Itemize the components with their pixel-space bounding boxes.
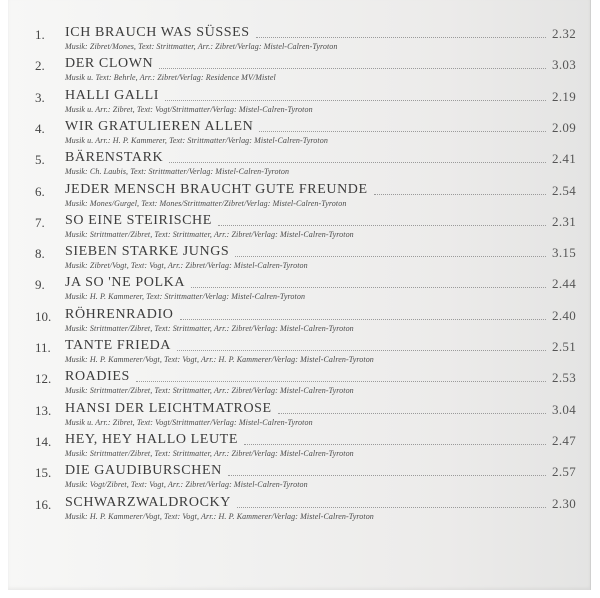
- track-duration: 2.47: [552, 432, 576, 448]
- track-number: 8.: [35, 246, 45, 262]
- track-duration: 2.40: [552, 307, 576, 323]
- track-title: ROADIES: [65, 369, 130, 385]
- leader-dots: [228, 475, 546, 476]
- leader-dots: [278, 413, 546, 414]
- track-row: [8, 119, 590, 150]
- track-title: ICH BRAUCH WAS SÜSSES: [65, 25, 250, 40]
- track-number: 14.: [35, 433, 52, 449]
- track-number: 3.: [35, 89, 45, 105]
- track-credit: Musik: Strittmatter/Zibret, Text: Strittmatter, Arr.: Zibret/Verlag: Mistel-Calren-Tyroton: [65, 323, 354, 333]
- track-number: 4.: [35, 120, 45, 136]
- leader-dots: [218, 225, 546, 226]
- track-number: 12.: [35, 371, 52, 387]
- leader-dots: [244, 444, 546, 445]
- track-title: HEY, HEY HALLO LEUTE: [65, 431, 238, 447]
- tracklist-sheet: [8, 0, 591, 590]
- track-credit: Musik: Zibret/Vogt, Text: Vogt, Arr.: Zibret/Verlag: Mistel-Calren-Tyroton: [65, 261, 308, 271]
- track-row: [8, 182, 590, 213]
- leader-dots: [177, 350, 546, 351]
- track-duration: 2.19: [552, 88, 576, 104]
- track-number: 13.: [35, 402, 52, 418]
- track-row: [8, 401, 590, 432]
- track-row: [8, 25, 590, 56]
- track-title: SIEBEN STARKE JUNGS: [65, 244, 230, 260]
- track-duration: 2.51: [552, 339, 576, 354]
- track-number: 11.: [35, 340, 51, 355]
- leader-dots: [136, 381, 546, 382]
- track-title: HANSI DER LEICHTMATROSE: [65, 400, 272, 416]
- track-duration: 2.31: [552, 213, 576, 229]
- track-credit: Musik: Vogt/Zibret, Text: Vogt, Arr.: Zibret/Verlag: Mistel-Calren-Tyroton: [65, 480, 308, 490]
- track-duration: 3.04: [552, 401, 576, 417]
- leader-dots: [165, 100, 546, 101]
- track-row: [8, 463, 590, 494]
- track-duration: 2.32: [552, 26, 576, 41]
- track-duration: 3.03: [552, 57, 576, 73]
- track-row: [8, 275, 590, 306]
- track-credit: Musik: Mones/Gurgel, Text: Mones/Strittmatter/Zibret/Verlag: Mistel-Calren-Tyroton: [65, 198, 347, 208]
- track-number: 7.: [35, 214, 45, 230]
- track-title: SCHWARZWALDROCKY: [65, 494, 231, 510]
- track-credit: Musik: H. P. Kammerer/Vogt, Text: Vogt, Arr.: H. P. Kammerer/Verlag: Mistel-Calren-Tyroton: [65, 355, 374, 364]
- track-duration: 2.54: [552, 182, 576, 198]
- track-row: [8, 307, 590, 338]
- track-title: RÖHRENRADIO: [65, 306, 174, 322]
- leader-dots: [159, 68, 546, 69]
- leader-dots: [374, 194, 546, 195]
- leader-dots: [235, 256, 546, 257]
- track-credit: Musik: Strittmatter/Zibret, Text: Strittmatter, Arr.: Zibret/Verlag: Mistel-Calren-Tyroton: [65, 448, 354, 458]
- track-credit: Musik u. Arr.: Zibret, Text: Vogt/Strittmatter/Verlag: Mistel-Calren-Tyroton: [65, 104, 313, 114]
- track-title: WIR GRATULIEREN ALLEN: [65, 118, 254, 134]
- track-number: 9.: [35, 277, 45, 293]
- track-row: [8, 432, 590, 463]
- track-row: [8, 150, 590, 181]
- track-credit: Musik u. Arr.: Zibret, Text: Vogt/Strittmatter/Verlag: Mistel-Calren-Tyroton: [65, 417, 313, 427]
- track-duration: 2.09: [552, 119, 576, 135]
- track-row: [8, 213, 590, 244]
- track-row: [8, 495, 590, 526]
- track-credit: Musik: Ch. Laubis, Text: Strittmatter/Verlag: Mistel-Calren-Tyroton: [65, 167, 290, 177]
- leader-dots: [259, 131, 546, 132]
- track-duration: 2.44: [552, 276, 576, 292]
- track-row: [8, 369, 590, 400]
- track-row: [8, 56, 590, 87]
- track-number: 6.: [35, 183, 45, 199]
- leader-dots: [237, 507, 546, 508]
- leader-dots: [169, 162, 546, 163]
- track-credit: Musik: Strittmatter/Zibret, Text: Strittmatter, Arr.: Zibret/Verlag: Mistel-Calren-Tyroton: [65, 386, 354, 396]
- track-credit: Musik u. Arr.: H. P. Kammerer, Text: Strittmatter/Verlag: Mistel-Calren-Tyroton: [65, 135, 328, 145]
- track-duration: 2.30: [552, 495, 576, 511]
- track-number: 2.: [35, 58, 45, 74]
- track-duration: 2.53: [552, 370, 576, 386]
- track-credit: Musik: Strittmatter/Zibret, Text: Strittmatter, Arr.: Zibret/Verlag: Mistel-Calren-Tyroton: [65, 229, 354, 239]
- track-number: 15.: [35, 465, 52, 481]
- track-row: [8, 88, 590, 119]
- track-row: [8, 338, 590, 369]
- track-title: TANTE FRIEDA: [65, 338, 172, 353]
- leader-dots: [180, 319, 546, 320]
- track-title: DIE GAUDIBURSCHEN: [65, 463, 222, 479]
- track-row: [8, 244, 590, 275]
- track-credit: Musik: H. P. Kammerer, Text: Strittmatter/Verlag: Mistel-Calren-Tyroton: [65, 292, 306, 302]
- track-title: JA SO 'NE POLKA: [65, 275, 186, 291]
- track-credit: Musik: H. P. Kammerer/Vogt, Text: Vogt, Arr.: H. P. Kammerer/Verlag: Mistel-Calren-Tyroton: [65, 511, 374, 521]
- track-credit: Musik: Zibret/Mones, Text: Strittmatter, Arr.: Zibret/Verlag: Mistel-Calren-Tyroton: [65, 42, 338, 51]
- track-duration: 2.41: [552, 151, 576, 167]
- track-duration: 2.57: [552, 464, 576, 480]
- track-number: 16.: [35, 496, 52, 512]
- track-title: HALLI GALLI: [65, 87, 160, 103]
- track-title: BÄRENSTARK: [65, 150, 164, 166]
- track-number: 5.: [35, 152, 45, 168]
- track-title: DER CLOWN: [65, 56, 154, 72]
- track-number: 1.: [35, 27, 45, 42]
- track-duration: 3.15: [552, 245, 576, 261]
- track-credit: Musik u. Text: Behrle, Arr.: Zibret/Verlag: Residence MV/Mistel: [65, 73, 276, 83]
- leader-dots: [191, 287, 546, 288]
- track-number: 10.: [35, 308, 52, 324]
- track-title: JEDER MENSCH BRAUCHT GUTE FREUNDE: [65, 181, 368, 197]
- leader-dots: [256, 37, 546, 38]
- track-title: SO EINE STEIRISCHE: [65, 212, 212, 228]
